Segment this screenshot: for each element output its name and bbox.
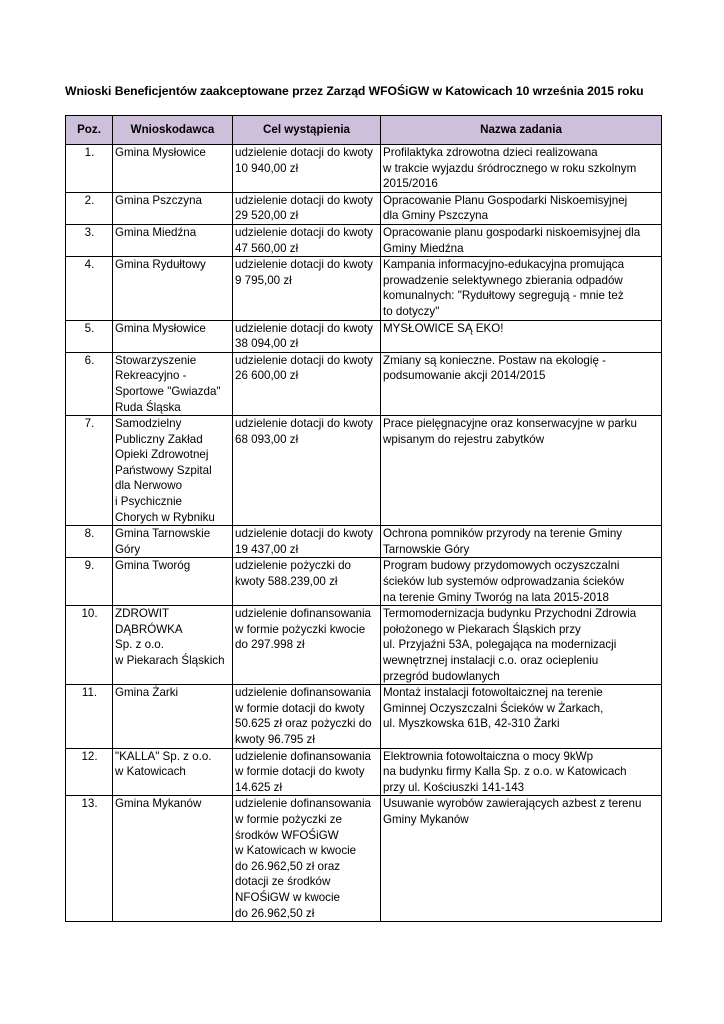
cell-wnioskodawca [113, 352, 233, 415]
table-row [66, 192, 662, 224]
cell-wnioskodawca [113, 145, 233, 193]
cell-text-line: Program budowy przydomowych oczyszczalni [383, 559, 620, 573]
cell-text-line: udzielenie dotacji do kwoty [235, 353, 373, 367]
cell-text-line: udzielenie dotacji do kwoty [235, 193, 373, 207]
cell-text-line: Góry [115, 542, 141, 556]
cell-text-line: na terenie Gminy Tworóg na lata 2015-2018 [383, 590, 610, 604]
cell-text-line: udzielenie dotacji do kwoty [235, 258, 373, 272]
cell-poz: 13. [66, 796, 113, 922]
cell-text-line: ul. Myszkowska 61B, 42-310 Żarki [383, 717, 560, 731]
cell-text-line: Usuwanie wyrobów zawierających azbest z terenu [383, 797, 642, 811]
cell-text-line: kwoty 588.239,00 zł [235, 575, 338, 589]
cell-text-line: wewnętrznej instalacji c.o. oraz ociepleniu [383, 654, 599, 667]
cell-text-line: Prace pielęgnacyjne oraz konserwacyjne w parku [383, 417, 637, 431]
cell-nazwa-zadania [381, 192, 662, 224]
cell-text-line: Elektrownia fotowoltaiczna o mocy 9kWp [383, 749, 594, 763]
cell-text-line: do 26.962,50 zł [235, 906, 315, 920]
cell-poz: 3. [66, 224, 113, 256]
cell-wnioskodawca [113, 685, 233, 748]
cell-cel-wystapienia [233, 526, 381, 558]
cell-text-line: NFOŚiGW w kwocie [235, 890, 340, 904]
cell-nazwa-zadania [381, 685, 662, 748]
cell-wnioskodawca [113, 526, 233, 558]
cell-text-line: prowadzenie selektywnego zbierania odpadów [383, 273, 623, 287]
cell-text-line: udzielenie dotacji do kwoty [235, 225, 373, 239]
cell-text-line: udzielenie dotacji do kwoty [235, 146, 373, 159]
cell-text-line: w Piekarach Śląskich [115, 654, 225, 667]
table-row [66, 145, 662, 193]
cell-text-line: Ochrona pomników przyrody na terenie Gminy [383, 527, 623, 541]
cell-text-line: udzielenie dotacji do kwoty [235, 527, 373, 541]
table-row [66, 257, 662, 320]
cell-cel-wystapienia [233, 796, 381, 922]
cell-poz: 6. [66, 352, 113, 415]
cell-text-line: Gminy Mykanów [383, 812, 469, 826]
cell-text-line: Publiczny Zakład [115, 432, 203, 446]
cell-text-line: do 26.962,50 zł oraz [235, 859, 341, 873]
cell-text-line: Gmina Mysłowice [115, 146, 206, 159]
cell-text-line: Gmina Pszczyna [115, 193, 202, 207]
cell-text-line: udzielenie dotacji do kwoty [235, 321, 373, 335]
cell-poz: 5. [66, 320, 113, 352]
cell-text-line: Rekreacyjno - [115, 369, 187, 383]
cell-text-line: Gmina Mykanów [115, 797, 202, 811]
table-header-row [66, 116, 662, 145]
cell-wnioskodawca [113, 224, 233, 256]
cell-text-line: Ruda Śląska [115, 400, 181, 414]
cell-text-line: na budynku firmy Kalla Sp. z o.o. w Katowicach [383, 765, 627, 779]
table-row [66, 685, 662, 748]
cell-text-line: Montaż instalacji fotowoltaicznej na terenie [383, 686, 603, 700]
cell-text-line: udzielenie dofinansowania [235, 607, 372, 621]
cell-text-line: DĄBRÓWKA [115, 622, 183, 636]
cell-text-line: 29 520,00 zł [235, 209, 299, 223]
cell-text-line: ścieków lub systemów odprowadzania ścieków [383, 575, 625, 589]
cell-nazwa-zadania [381, 558, 662, 606]
cell-text-line: Opracowanie planu gospodarki niskoemisyjnej dla [383, 225, 641, 239]
cell-text-line: w Katowicach w kwocie [235, 844, 357, 858]
cell-wnioskodawca [113, 558, 233, 606]
cell-text-line: w formie pożyczki ze [235, 812, 342, 826]
cell-text-line: 68 093,00 zł [235, 432, 299, 446]
cell-text-line: Gmina Tworóg [115, 559, 191, 573]
cell-cel-wystapienia [233, 748, 381, 796]
cell-text-line: udzielenie dofinansowania [235, 797, 372, 811]
cell-poz: 7. [66, 416, 113, 526]
cell-wnioskodawca [113, 416, 233, 526]
header-poz: Poz. [66, 116, 113, 145]
cell-text-line: Termomodernizacja budynku Przychodni Zdrowia [383, 607, 637, 621]
cell-text-line: dla Nerwowo [115, 479, 183, 493]
cell-text-line: Państwowy Szpital [115, 463, 212, 477]
cell-text-line: ul. Przyjaźni 53A, polegająca na modernizacji [383, 638, 617, 652]
cell-wnioskodawca [113, 796, 233, 922]
cell-text-line: Tarnowskie Góry [383, 542, 470, 556]
cell-text-line: 10 940,00 zł [235, 161, 299, 175]
cell-wnioskodawca [113, 748, 233, 796]
cell-cel-wystapienia [233, 224, 381, 256]
cell-text-line: w trakcie wyjazdu śródrocznego w roku szkolnym [383, 161, 637, 175]
cell-cel-wystapienia [233, 257, 381, 320]
cell-text-line: Gmina Miedźna [115, 225, 197, 239]
cell-text-line: w formie dotacji do kwoty [235, 701, 365, 715]
cell-wnioskodawca [113, 320, 233, 352]
cell-text-line: Gmina Tarnowskie [115, 527, 211, 541]
cell-text-line: w formie dotacji do kwoty [235, 765, 365, 779]
cell-text-line: 26 600,00 zł [235, 369, 299, 383]
cell-poz: 9. [66, 558, 113, 606]
cell-cel-wystapienia [233, 320, 381, 352]
cell-text-line: udzielenie pożyczki do [235, 559, 352, 573]
cell-text-line: to dotyczy" [383, 304, 440, 318]
cell-wnioskodawca [113, 192, 233, 224]
cell-text-line: 38 094,00 zł [235, 337, 299, 351]
cell-text-line: dotacji ze środków [235, 875, 331, 889]
cell-cel-wystapienia [233, 416, 381, 526]
cell-nazwa-zadania [381, 257, 662, 320]
table-row [66, 224, 662, 256]
cell-text-line: udzielenie dofinansowania [235, 686, 372, 700]
cell-nazwa-zadania [381, 224, 662, 256]
cell-nazwa-zadania [381, 320, 662, 352]
cell-text-line: Sportowe "Gwiazda" [115, 384, 221, 398]
cell-text-line: i Psychicznie [115, 495, 183, 509]
table-row [66, 606, 662, 685]
cell-poz: 8. [66, 526, 113, 558]
cell-cel-wystapienia [233, 145, 381, 193]
cell-poz: 10. [66, 606, 113, 685]
cell-text-line: Samodzielny [115, 417, 182, 431]
cell-text-line: Stowarzyszenie [115, 353, 197, 367]
cell-cel-wystapienia [233, 352, 381, 415]
cell-poz: 1. [66, 145, 113, 193]
table-row [66, 558, 662, 606]
cell-text-line: Chorych w Rybniku [115, 510, 215, 524]
header-cel-wystapienia: Cel wystąpienia [233, 116, 381, 145]
cell-text-line: środków WFOŚiGW [235, 828, 339, 842]
cell-text-line: do 297.998 zł [235, 638, 305, 652]
cell-text-line: Profilaktyka zdrowotna dzieci realizowana [383, 146, 598, 159]
cell-text-line: przy ul. Kościuszki 141-143 [383, 780, 525, 794]
cell-cel-wystapienia [233, 192, 381, 224]
cell-text-line: 47 560,00 zł [235, 241, 299, 255]
cell-text-line: MYSŁOWICE SĄ EKO! [383, 321, 504, 335]
table-row [66, 796, 662, 922]
table-body [66, 145, 662, 922]
cell-text-line: w formie pożyczki kwocie [235, 622, 366, 636]
table-row [66, 416, 662, 526]
cell-text-line: w Katowicach [115, 765, 186, 779]
cell-poz: 4. [66, 257, 113, 320]
table-row [66, 526, 662, 558]
cell-text-line: Gmina Rydułtowy [115, 258, 206, 272]
cell-text-line: Zmiany są konieczne. Postaw na ekologię - [383, 353, 606, 367]
table-row [66, 748, 662, 796]
cell-text-line: Opieki Zdrowotnej [115, 448, 209, 462]
cell-text-line: 9 795,00 zł [235, 273, 292, 287]
cell-text-line: Opracowanie Planu Gospodarki Niskoemisyjnej [383, 193, 628, 207]
cell-text-line: 2015/2016 [383, 177, 438, 191]
cell-nazwa-zadania [381, 748, 662, 796]
cell-text-line: Gminnej Oczyszczalni Ścieków w Żarkach, [383, 701, 604, 715]
cell-cel-wystapienia [233, 558, 381, 606]
cell-cel-wystapienia [233, 606, 381, 685]
cell-nazwa-zadania [381, 606, 662, 685]
cell-wnioskodawca [113, 606, 233, 685]
header-wnioskodawca: Wnioskodawca [113, 116, 233, 145]
cell-nazwa-zadania [381, 145, 662, 193]
cell-text-line: podsumowanie akcji 2014/2015 [383, 369, 546, 383]
header-nazwa-zadania: Nazwa zadania [381, 116, 662, 145]
cell-nazwa-zadania [381, 352, 662, 415]
cell-nazwa-zadania [381, 796, 662, 922]
cell-text-line: Gmina Żarki [115, 686, 179, 700]
cell-text-line: 50.625 zł oraz pożyczki do [235, 717, 372, 731]
cell-nazwa-zadania [381, 526, 662, 558]
page-title: Wnioski Beneficjentów zaakceptowane przez Zarząd WFOŚiGW w Katowicach 10 września 2015 roku [65, 84, 644, 98]
cell-text-line: przegród budowlanych [383, 669, 500, 683]
cell-text-line: "KALLA" Sp. z o.o. [115, 749, 212, 763]
cell-wnioskodawca [113, 257, 233, 320]
cell-poz: 11. [66, 685, 113, 748]
cell-text-line: Gminy Miedźna [383, 241, 464, 255]
cell-cel-wystapienia [233, 685, 381, 748]
grants-table [65, 115, 662, 922]
cell-text-line: kwoty 96.795 zł [235, 732, 315, 746]
cell-text-line: Gmina Mysłowice [115, 321, 206, 335]
cell-nazwa-zadania [381, 416, 662, 526]
cell-text-line: 14.625 zł [235, 780, 283, 794]
cell-text-line: udzielenie dotacji do kwoty [235, 417, 373, 431]
cell-text-line: komunalnych: "Rydułtowy segregują - mnie też [383, 289, 624, 303]
cell-text-line: Kampania informacyjno-edukacyjna promująca [383, 258, 625, 272]
table-row [66, 320, 662, 352]
table-row [66, 352, 662, 415]
cell-text-line: ZDROWIT [115, 607, 170, 621]
cell-poz: 2. [66, 192, 113, 224]
cell-text-line: udzielenie dofinansowania [235, 749, 372, 763]
cell-poz: 12. [66, 748, 113, 796]
cell-text-line: dla Gminy Pszczyna [383, 209, 489, 223]
cell-text-line: wpisanym do rejestru zabytków [383, 432, 545, 446]
cell-text-line: Sp. z o.o. [115, 638, 164, 652]
cell-text-line: położonego w Piekarach Śląskich przy [383, 622, 581, 636]
cell-text-line: 19 437,00 zł [235, 542, 299, 556]
